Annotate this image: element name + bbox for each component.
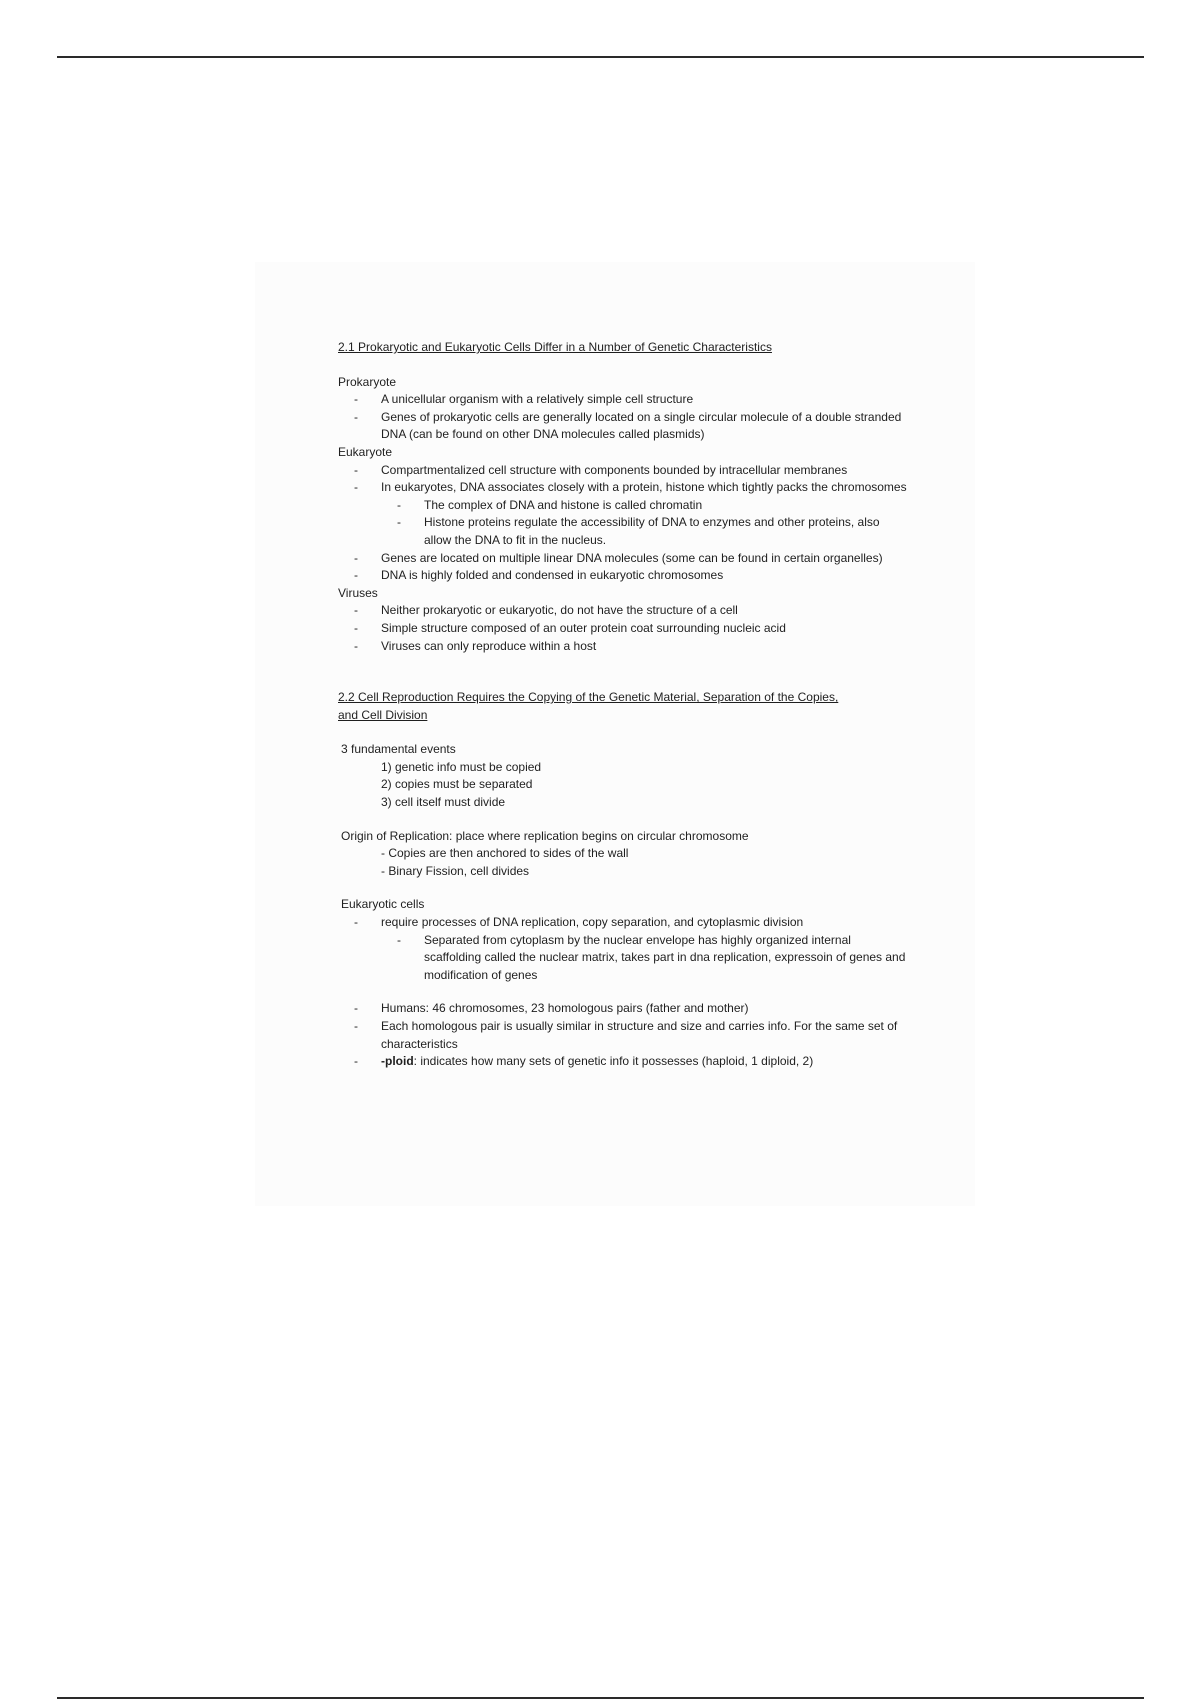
event-item: 2) copies must be separated: [381, 777, 533, 792]
prokaryote-label: Prokaryote: [338, 374, 397, 389]
eukaryote-label: Eukaryote: [338, 444, 393, 459]
bullet-dash: -: [354, 638, 358, 653]
origin-sub-item: - Copies are then anchored to sides of the wall: [381, 846, 629, 861]
bullet-dash: -: [354, 480, 358, 495]
bullet-dash: -: [354, 568, 358, 583]
list-item: - Compartmentalized cell structure with components bounded by intracellular membranes: [338, 462, 908, 480]
bullet-dash: -: [354, 392, 358, 407]
sub-list-item: - Separated from cytoplasm by the nuclear envelope has highly organized internal scaffolding called the nuclear matrix, takes part in dna replication, expressoin of genes and modification of genes: [338, 932, 908, 985]
bullet-dash: -: [397, 932, 401, 947]
header-rule: [57, 56, 1144, 58]
list-item: - Each homologous pair is usually similar in structure and size and carries info. For the same set of characteristics: [338, 1018, 908, 1053]
bullet-dash: -: [354, 550, 358, 565]
event-item: 1) genetic info must be copied: [381, 759, 542, 774]
bullet-dash: -: [354, 462, 358, 477]
event-item: 3) cell itself must divide: [381, 795, 506, 810]
ploid-definition: : indicates how many sets of genetic info it possesses (haploid, 1 diploid, 2): [413, 1054, 814, 1069]
origin-of-replication: Origin of Replication: place where replication begins on circular chromosome: [341, 828, 749, 843]
bullet-dash: -: [397, 515, 401, 530]
list-item: - require processes of DNA replication, copy separation, and cytoplasmic division: [338, 914, 908, 932]
section-2-title-line-2: and Cell Division: [338, 707, 428, 722]
section-1-title: 2.1 Prokaryotic and Eukaryotic Cells Differ in a Number of Genetic Characteristics: [338, 340, 772, 354]
eukaryotic-cells-label: Eukaryotic cells: [341, 897, 425, 912]
sub-list-item: - Histone proteins regulate the accessibility of DNA to enzymes and other proteins, also allow the DNA to fit in the nucleus.: [338, 514, 908, 549]
bullet-dash: -: [354, 1054, 358, 1069]
list-item: - Genes of prokaryotic cells are generally located on a single circular molecule of a double stranded DNA (can be found on other DNA molecules called plasmids): [338, 409, 908, 444]
bullet-dash: -: [354, 620, 358, 635]
list-item: [338, 1053, 908, 1071]
bullet-dash: -: [354, 409, 358, 424]
sub-list-item: - The complex of DNA and histone is called chromatin: [338, 497, 908, 515]
bullet-dash: -: [354, 603, 358, 618]
document-body: [338, 339, 908, 1071]
list-item: - Simple structure composed of an outer protein coat surrounding nucleic acid: [338, 620, 908, 638]
bullet-dash: -: [354, 915, 358, 930]
list-item: - Viruses can only reproduce within a host: [338, 638, 908, 656]
events-label: 3 fundamental events: [341, 742, 456, 757]
bullet-dash: -: [354, 1019, 358, 1033]
list-item: - Genes are located on multiple linear DNA molecules (some can be found in certain organelles): [338, 550, 908, 568]
list-item: - Humans: 46 chromosomes, 23 homologous pairs (father and mother): [338, 1000, 908, 1018]
viruses-label: Viruses: [338, 585, 378, 600]
list-item: - DNA is highly folded and condensed in eukaryotic chromosomes: [338, 567, 908, 585]
bullet-dash: -: [397, 497, 401, 512]
list-item: - A unicellular organism with a relatively simple cell structure: [338, 391, 908, 409]
ploid-term: -ploid: [381, 1054, 414, 1069]
bullet-dash: -: [354, 1001, 358, 1016]
origin-sub-item: - Binary Fission, cell divides: [381, 863, 530, 878]
list-item: - Neither prokaryotic or eukaryotic, do not have the structure of a cell: [338, 602, 908, 620]
list-item: - In eukaryotes, DNA associates closely with a protein, histone which tightly packs the chromosomes: [338, 479, 908, 497]
footer-rule: [57, 1697, 1144, 1699]
section-2-title-line-1: 2.2 Cell Reproduction Requires the Copying of the Genetic Material, Separation of the Copies,: [338, 690, 839, 705]
